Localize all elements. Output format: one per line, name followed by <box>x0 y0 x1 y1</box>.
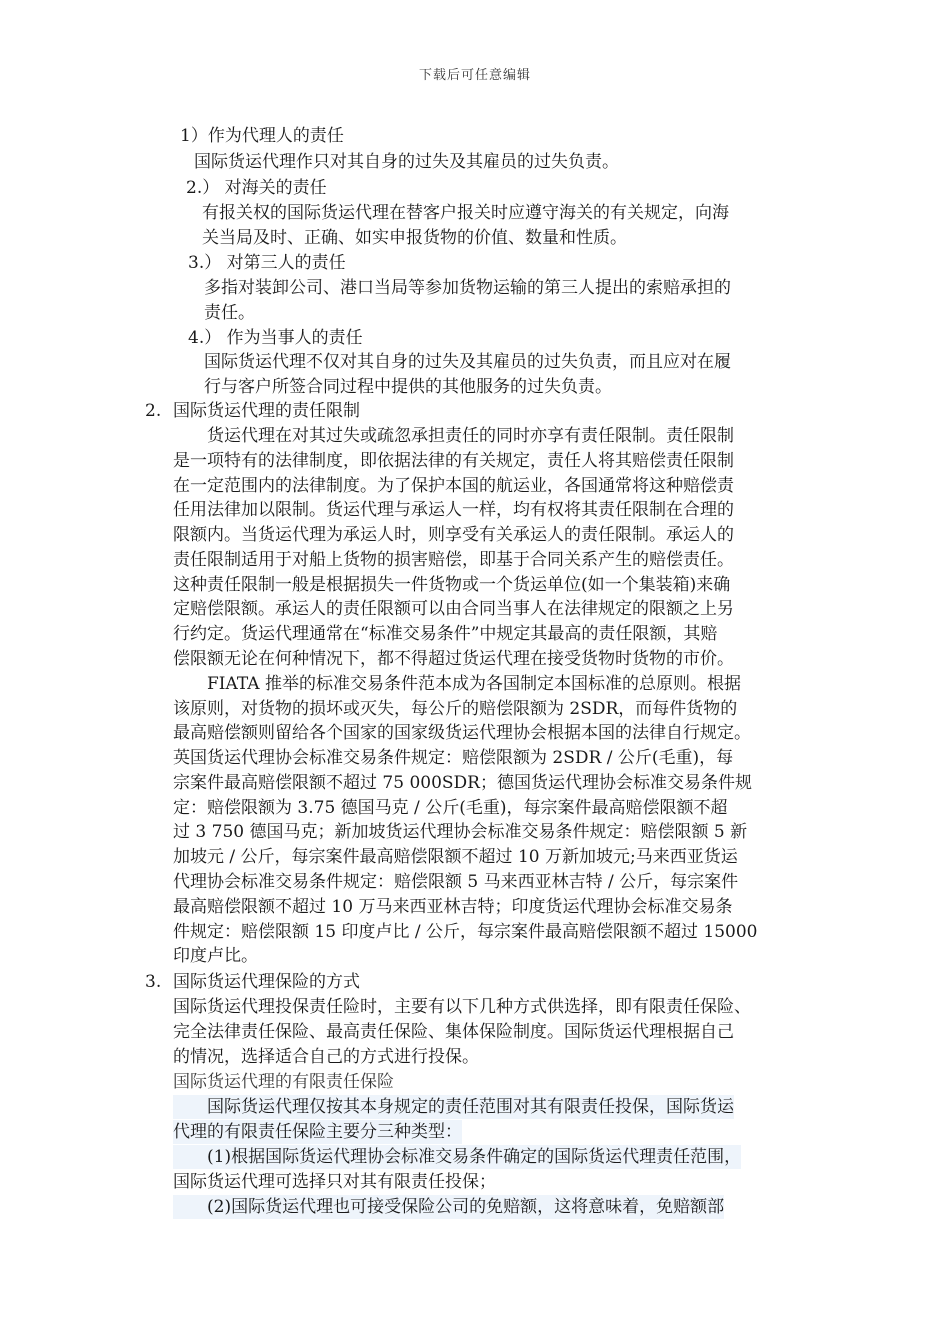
paragraph-line: 定赔偿限额。承运人的责任限额可以由合同当事人在法律规定的限额之上另 <box>173 599 734 619</box>
paragraph-line: 的情况，选择适合自己的方式进行投保。 <box>173 1047 479 1067</box>
paragraph-line: 该原则，对货物的损坏或灭失，每公斤的赔偿限额为 2SDR，而每件货物的 <box>173 699 738 719</box>
paragraph-line: 完全法律责任保险、最高责任保险、集体保险制度。国际货运代理根据自己 <box>173 1022 734 1042</box>
paragraph-line: 英国货运代理协会标准交易条件规定：赔偿限额为 2SDR / 公斤(毛重)，每 <box>173 748 734 768</box>
section-2-number: 2. <box>145 401 162 421</box>
item-4-body: 国际货运代理不仅对其自身的过失及其雇员的过失负责，而且应对在履 <box>204 352 731 372</box>
item-2-body: 关当局及时、正确、如实申报货物的价值、数量和性质。 <box>202 228 627 248</box>
item-1-title: 1）作为代理人的责任 <box>180 126 344 146</box>
item-3-body: 多指对装卸公司、港口当局等参加货物运输的第三人提出的索赔承担的 <box>204 278 731 298</box>
paragraph-line: 是一项特有的法律制度，即依据法律的有关规定，责任人将其赔偿责任限制 <box>173 451 734 471</box>
item-2-body: 有报关权的国际货运代理在替客户报关时应遵守海关的有关规定，向海 <box>202 203 729 223</box>
paragraph-line: (2)国际货运代理也可接受保险公司的免赔额，这将意味着，免赔额部 <box>173 1197 725 1217</box>
paragraph-line: 这种责任限制一般是根据损失一件货物或一个货运单位(如一个集装箱)来确 <box>173 575 731 595</box>
paragraph-line: 代理的有限责任保险主要分三种类型： <box>173 1122 462 1142</box>
paragraph-line: 最高赔偿限额不超过 10 万马来西亚林吉特；印度货运代理协会标准交易条 <box>173 897 733 917</box>
section-3-number: 3. <box>145 972 162 992</box>
paragraph-line: 货运代理在对其过失或疏忽承担责任的同时亦享有责任限制。责任限制 <box>173 426 734 446</box>
item-2-title: 2.） 对海关的责任 <box>186 178 327 198</box>
paragraph-line: 任用法律加以限制。货运代理与承运人一样，均有权将其责任限制在合理的 <box>173 500 734 520</box>
paragraph-line: 定：赔偿限额为 3.75 德国马克 / 公斤(毛重)，每宗案件最高赔偿限额不超 <box>173 798 728 818</box>
item-4-body: 行与客户所签合同过程中提供的其他服务的过失负责。 <box>204 377 612 397</box>
item-4-title: 4.） 作为当事人的责任 <box>188 328 363 348</box>
page-header: 下载后可任意编辑 <box>418 68 531 83</box>
paragraph-line: 代理协会标准交易条件规定：赔偿限额 5 马来西亚林吉特 / 公斤，每宗案件 <box>173 872 739 892</box>
paragraph-line: 国际货运代理投保责任险时，主要有以下几种方式供选择，即有限责任保险、 <box>173 997 751 1017</box>
paragraph-line: 最高赔偿额则留给各个国家的国家级货运代理协会根据本国的法律自行规定。 <box>173 723 751 743</box>
paragraph-line: 偿限额无论在何种情况下，都不得超过货运代理在接受货物时货物的市价。 <box>173 649 734 669</box>
paragraph-line: FIATA 推举的标准交易条件范本成为各国制定本国标准的总原则。根据 <box>173 674 741 694</box>
paragraph-line: 在一定范围内的法律制度。为了保护本国的航运业，各国通常将这种赔偿责 <box>173 476 734 496</box>
paragraph-line: 行约定。货运代理通常在“标准交易条件”中规定其最高的责任限额，其赔 <box>173 624 718 644</box>
paragraph-line: 过 3 750 德国马克；新加坡货运代理协会标准交易条件规定：赔偿限额 5 新 <box>173 822 748 842</box>
section-3-title: 国际货运代理保险的方式 <box>173 972 360 992</box>
paragraph-line: 限额内。当货运代理为承运人时，则享受有关承运人的责任限制。承运人的 <box>173 525 734 545</box>
paragraph-line: 印度卢比。 <box>173 946 258 966</box>
paragraph-line: 责任限制适用于对船上货物的损害赔偿，即基于合同关系产生的赔偿责任。 <box>173 550 734 570</box>
paragraph-line: 国际货运代理可选择只对其有限责任投保； <box>173 1172 496 1192</box>
section-2-title: 国际货运代理的责任限制 <box>173 401 360 421</box>
paragraph-line: 加坡元 / 公斤，每宗案件最高赔偿限额不超过 10 万新加坡元;马来西亚货运 <box>173 847 738 867</box>
subheading: 国际货运代理的有限责任保险 <box>173 1072 394 1092</box>
paragraph-line: (1)根据国际货运代理协会标准交易条件确定的国际货运代理责任范围， <box>173 1147 742 1167</box>
item-1-body: 国际货运代理作只对其自身的过失及其雇员的过失负责。 <box>194 152 619 172</box>
item-3-body: 责任。 <box>204 303 255 323</box>
paragraph-line: 宗案件最高赔偿限额不超过 75 000SDR；德国货运代理协会标准交易条件规 <box>173 773 752 793</box>
item-3-title: 3.） 对第三人的责任 <box>188 253 346 273</box>
paragraph-line: 件规定：赔偿限额 15 印度卢比 / 公斤，每宗案件最高赔偿限额不超过 15000 <box>173 922 758 942</box>
paragraph-line: 国际货运代理仅按其本身规定的责任范围对其有限责任投保，国际货运 <box>173 1097 734 1117</box>
